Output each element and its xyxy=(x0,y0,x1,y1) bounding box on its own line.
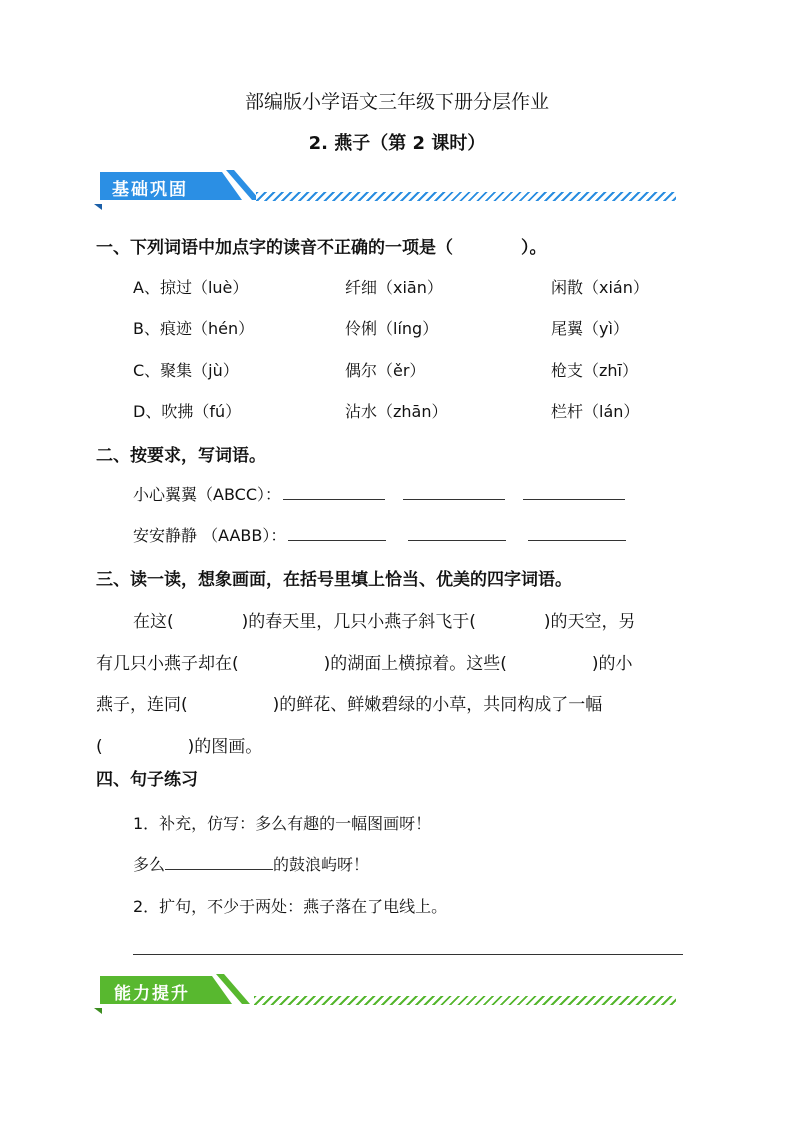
q2-line-1 xyxy=(133,482,625,505)
option-c-word3: 枪支（zhī） xyxy=(551,361,638,380)
question-3-title: 三、读一读，想象画面，在括号里填上恰当、优美的四字词语。 xyxy=(96,570,572,590)
option-a-word1: A、掠过（luè） xyxy=(133,278,249,297)
q3-paragraph-line-2: 有几只小燕子却在( )的湖面上横掠着。这些( )的小 xyxy=(96,654,633,674)
banner-hatch-line xyxy=(254,996,676,1005)
q4-item-2: 2．扩句，不少于两处：燕子落在了电线上。 xyxy=(133,897,448,916)
option-a-word2: 纤细（xiān） xyxy=(345,278,443,297)
answer-blank[interactable] xyxy=(408,525,506,541)
banner-hatch-line xyxy=(256,192,676,201)
question-4-title: 四、句子练习 xyxy=(96,770,198,790)
option-c-word1: C、聚集（jù） xyxy=(133,361,239,380)
option-b-word3: 尾翼（yì） xyxy=(551,319,629,338)
section-banner-advanced xyxy=(94,974,684,1014)
question-2-title: 二、按要求，写词语。 xyxy=(96,446,266,466)
banner-label-basic: 基础巩固 xyxy=(112,180,188,200)
q3-paragraph-line-3: 燕子，连同( )的鲜花、鲜嫩碧绿的小草，共同构成了一幅 xyxy=(96,695,603,715)
answer-blank[interactable] xyxy=(165,854,273,870)
option-c-word2: 偶尔（ěr） xyxy=(345,361,426,380)
answer-blank[interactable] xyxy=(288,525,386,541)
q2-line2-label: 安安静静 （AABB）： xyxy=(133,526,287,545)
q3-paragraph-line-1: 在这( )的春天里，几只小燕子斜飞于( )的天空，另 xyxy=(133,612,636,632)
q3-paragraph-line-4: ( )的图画。 xyxy=(96,737,263,757)
q4-item1-prefix: 多么 xyxy=(133,855,166,874)
option-d-word3: 栏杆（lán） xyxy=(551,402,640,421)
answer-blank[interactable] xyxy=(283,484,385,500)
q4-item1-suffix: 的鼓浪屿呀！ xyxy=(273,855,370,874)
option-b-word1: B、痕迹（hén） xyxy=(133,319,255,338)
q4-item-1-answer-line xyxy=(133,852,369,875)
q2-line-2 xyxy=(133,523,626,546)
question-1-title: 一、下列词语中加点字的读音不正确的一项是（ ）。 xyxy=(96,238,547,258)
q4-item2-answer-line[interactable] xyxy=(133,939,683,955)
section-banner-basic xyxy=(94,170,684,210)
lesson-subtitle: 2. 燕子（第 2 课时） xyxy=(308,133,486,154)
option-d-word2: 沾水（zhān） xyxy=(345,402,448,421)
option-d-word1: D、吹拂（fú） xyxy=(133,402,242,421)
answer-blank[interactable] xyxy=(523,484,625,500)
q4-item-1: 1．补充，仿写：多么有趣的一幅图画呀！ xyxy=(133,814,432,833)
q2-line1-label: 小心翼翼（ABCC）： xyxy=(133,485,281,504)
option-a-word3: 闲散（xián） xyxy=(551,278,649,297)
banner-label-advanced: 能力提升 xyxy=(114,984,190,1004)
document-title: 部编版小学语文三年级下册分层作业 xyxy=(244,91,549,113)
answer-blank[interactable] xyxy=(528,525,626,541)
answer-blank[interactable] xyxy=(403,484,505,500)
option-b-word2: 伶俐（líng） xyxy=(345,319,439,338)
